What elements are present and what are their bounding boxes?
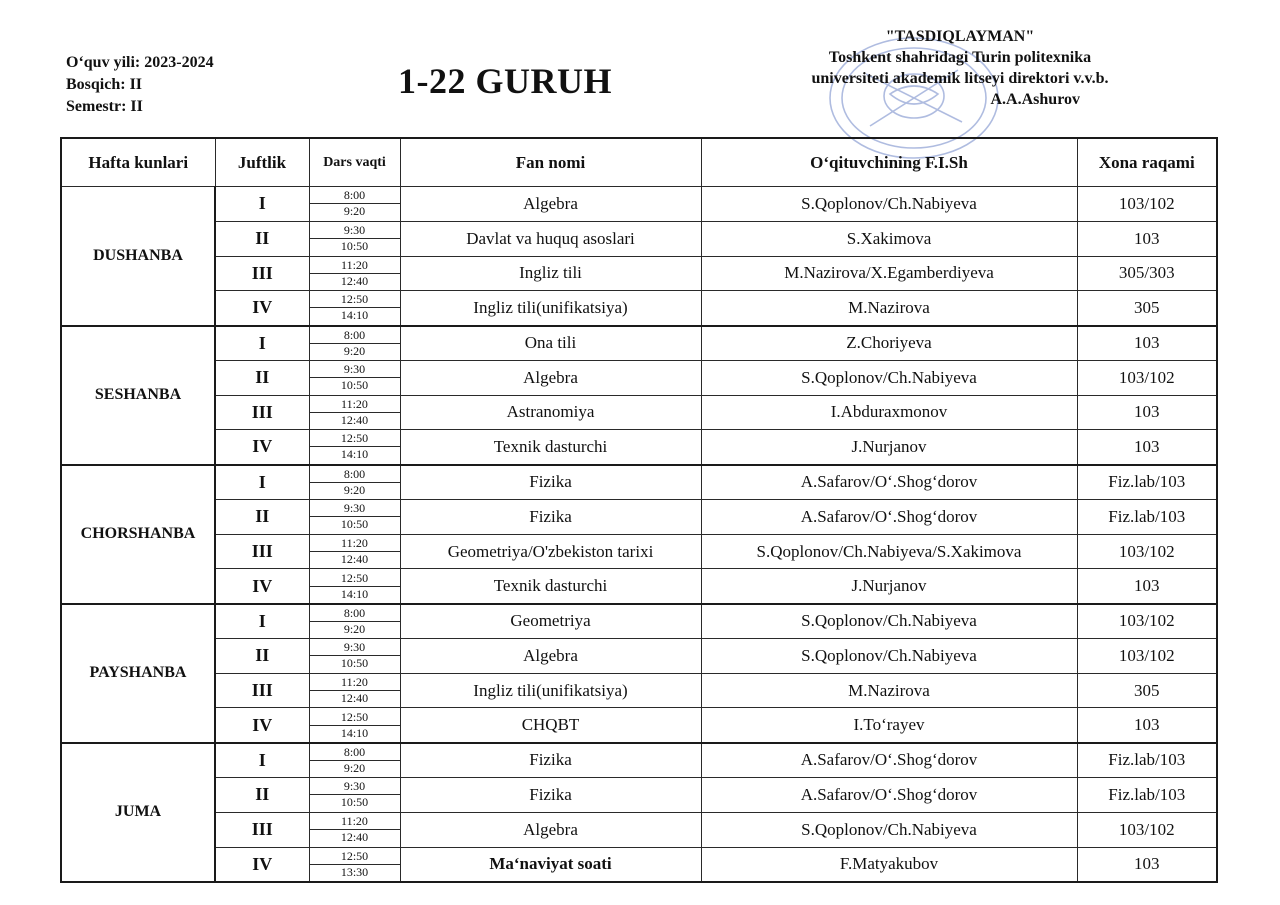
time-end: 12:40 <box>340 830 369 845</box>
schedule-row <box>61 465 1217 500</box>
teacher-name: A.Safarov/O‘.Shog‘dorov <box>701 743 1077 778</box>
pair-number: II <box>215 499 309 534</box>
pair-number: II <box>215 221 309 256</box>
time-start: 8:00 <box>310 606 400 622</box>
subject-name: Ma‘naviyat soati <box>400 847 701 882</box>
time-start: 8:00 <box>310 328 400 344</box>
time-start: 8:00 <box>310 745 400 761</box>
time-end: 9:20 <box>343 204 366 219</box>
approval-block <box>760 26 1160 110</box>
pair-number: I <box>215 326 309 361</box>
teacher-name: A.Safarov/O‘.Shog‘dorov <box>701 499 1077 534</box>
teacher-name: J.Nurjanov <box>701 569 1077 604</box>
pair-number: I <box>215 465 309 500</box>
teacher-name: J.Nurjanov <box>701 430 1077 465</box>
time-end: 14:10 <box>340 586 369 601</box>
time-start: 11:20 <box>310 397 400 413</box>
lesson-time <box>309 499 400 534</box>
pair-number: III <box>215 812 309 847</box>
time-end: 10:50 <box>340 795 369 810</box>
time-end: 12:40 <box>340 691 369 706</box>
day-name: PAYSHANBA <box>61 604 215 743</box>
subject-name: Geometriya/O'zbekiston tarixi <box>400 534 701 569</box>
pair-number: III <box>215 256 309 291</box>
schedule-row <box>61 291 1217 326</box>
teacher-name: M.Nazirova <box>701 673 1077 708</box>
pair-number: IV <box>215 708 309 743</box>
approval-title: "TASDIQLAYMAN" <box>885 28 1035 45</box>
header-room: Xona raqami <box>1077 138 1217 187</box>
header-teacher: O‘qituvchining F.I.Sh <box>701 138 1077 187</box>
schedule-row <box>61 256 1217 291</box>
time-end: 9:20 <box>343 343 366 358</box>
pair-number: IV <box>215 430 309 465</box>
schedule-row <box>61 847 1217 882</box>
day-name: DUSHANBA <box>61 187 215 326</box>
teacher-name: F.Matyakubov <box>701 847 1077 882</box>
teacher-name: I.To‘rayev <box>701 708 1077 743</box>
lesson-time <box>309 604 400 639</box>
teacher-name: M.Nazirova/X.Egamberdiyeva <box>701 256 1077 291</box>
time-start: 12:50 <box>310 849 400 865</box>
time-end: 13:30 <box>340 864 369 879</box>
schedule-row <box>61 221 1217 256</box>
subject-name: Texnik dasturchi <box>400 430 701 465</box>
room-number: 103/102 <box>1077 638 1217 673</box>
lesson-time <box>309 743 400 778</box>
schedule-row <box>61 743 1217 778</box>
room-number: 103 <box>1077 708 1217 743</box>
schedule-row <box>61 395 1217 430</box>
room-number: 103/102 <box>1077 534 1217 569</box>
pair-number: IV <box>215 291 309 326</box>
subject-name: Ingliz tili(unifikatsiya) <box>400 291 701 326</box>
teacher-name: I.Abduraxmonov <box>701 395 1077 430</box>
time-end: 14:10 <box>340 725 369 740</box>
document-meta <box>66 52 214 118</box>
pair-number: I <box>215 187 309 222</box>
time-start: 11:20 <box>310 675 400 691</box>
subject-name: Algebra <box>400 638 701 673</box>
time-end: 14:10 <box>340 308 369 323</box>
schedule-row <box>61 604 1217 639</box>
time-start: 8:00 <box>310 467 400 483</box>
approval-signer: A.A.Ashurov <box>990 91 1080 108</box>
academic-year: O‘quv yili: 2023-2024 <box>66 54 214 71</box>
header-pair: Juftlik <box>215 138 309 187</box>
time-end: 12:40 <box>340 273 369 288</box>
subject-name: Davlat va huquq asoslari <box>400 221 701 256</box>
time-start: 12:50 <box>310 431 400 447</box>
subject-name: Astranomiya <box>400 395 701 430</box>
schedule-row <box>61 360 1217 395</box>
schedule-row <box>61 778 1217 813</box>
lesson-time <box>309 708 400 743</box>
schedule-row <box>61 326 1217 361</box>
pair-number: II <box>215 360 309 395</box>
lesson-time <box>309 395 400 430</box>
teacher-name: S.Qoplonov/Ch.Nabiyeva/S.Xakimova <box>701 534 1077 569</box>
pair-number: I <box>215 743 309 778</box>
schedule-row <box>61 534 1217 569</box>
pair-number: IV <box>215 847 309 882</box>
time-start: 9:30 <box>310 779 400 795</box>
teacher-name: S.Qoplonov/Ch.Nabiyeva <box>701 604 1077 639</box>
lesson-time <box>309 673 400 708</box>
time-end: 9:20 <box>343 621 366 636</box>
lesson-time <box>309 465 400 500</box>
room-number: 103 <box>1077 221 1217 256</box>
lesson-time <box>309 187 400 222</box>
header-day: Hafta kunlari <box>61 138 215 187</box>
time-start: 9:30 <box>310 501 400 517</box>
lesson-time <box>309 256 400 291</box>
time-start: 9:30 <box>310 640 400 656</box>
lesson-time <box>309 291 400 326</box>
pair-number: II <box>215 778 309 813</box>
time-start: 12:50 <box>310 710 400 726</box>
approval-line-2: universiteti akademik litseyi direktori v.v.b. <box>811 70 1109 87</box>
time-end: 12:40 <box>340 412 369 427</box>
time-start: 11:20 <box>310 814 400 830</box>
time-end: 9:20 <box>343 482 366 497</box>
subject-name: Ingliz tili(unifikatsiya) <box>400 673 701 708</box>
room-number: 103 <box>1077 326 1217 361</box>
room-number: 103 <box>1077 430 1217 465</box>
day-name: CHORSHANBA <box>61 465 215 604</box>
room-number: 103 <box>1077 569 1217 604</box>
pair-number: I <box>215 604 309 639</box>
time-end: 10:50 <box>340 517 369 532</box>
teacher-name: S.Qoplonov/Ch.Nabiyeva <box>701 360 1077 395</box>
lesson-time <box>309 638 400 673</box>
teacher-name: S.Qoplonov/Ch.Nabiyeva <box>701 812 1077 847</box>
subject-name: Algebra <box>400 812 701 847</box>
subject-name: Algebra <box>400 360 701 395</box>
schedule-row <box>61 673 1217 708</box>
schedule-row <box>61 708 1217 743</box>
lesson-time <box>309 569 400 604</box>
semester: Semestr: II <box>66 98 143 115</box>
teacher-name: S.Qoplonov/Ch.Nabiyeva <box>701 638 1077 673</box>
room-number: 305 <box>1077 673 1217 708</box>
teacher-name: A.Safarov/O‘.Shog‘dorov <box>701 465 1077 500</box>
subject-name: Ingliz tili <box>400 256 701 291</box>
time-end: 10:50 <box>340 378 369 393</box>
time-end: 10:50 <box>340 239 369 254</box>
time-start: 9:30 <box>310 223 400 239</box>
teacher-name: S.Xakimova <box>701 221 1077 256</box>
subject-name: Fizika <box>400 743 701 778</box>
room-number: 103/102 <box>1077 604 1217 639</box>
time-start: 12:50 <box>310 571 400 587</box>
time-end: 12:40 <box>340 552 369 567</box>
time-start: 8:00 <box>310 188 400 204</box>
lesson-time <box>309 534 400 569</box>
room-number: 305 <box>1077 291 1217 326</box>
header-time: Dars vaqti <box>309 138 400 187</box>
lesson-time <box>309 812 400 847</box>
day-name: JUMA <box>61 743 215 882</box>
subject-name: Geometriya <box>400 604 701 639</box>
room-number: Fiz.lab/103 <box>1077 499 1217 534</box>
subject-name: Fizika <box>400 778 701 813</box>
lesson-time <box>309 430 400 465</box>
day-name: SESHANBA <box>61 326 215 465</box>
subject-name: Algebra <box>400 187 701 222</box>
header-row <box>61 138 1217 187</box>
teacher-name: Z.Choriyeva <box>701 326 1077 361</box>
lesson-time <box>309 778 400 813</box>
pair-number: II <box>215 638 309 673</box>
pair-number: III <box>215 673 309 708</box>
time-start: 11:20 <box>310 536 400 552</box>
lesson-time <box>309 360 400 395</box>
teacher-name: M.Nazirova <box>701 291 1077 326</box>
header-subject: Fan nomi <box>400 138 701 187</box>
schedule-row <box>61 499 1217 534</box>
stage: Bosqich: II <box>66 76 143 93</box>
subject-name: CHQBT <box>400 708 701 743</box>
group-title: 1-22 GURUH <box>398 61 612 101</box>
schedule-table <box>60 137 1218 883</box>
schedule-row <box>61 638 1217 673</box>
room-number: 103 <box>1077 847 1217 882</box>
room-number: Fiz.lab/103 <box>1077 743 1217 778</box>
time-end: 9:20 <box>343 760 366 775</box>
time-start: 12:50 <box>310 292 400 308</box>
time-start: 9:30 <box>310 362 400 378</box>
room-number: 103/102 <box>1077 187 1217 222</box>
time-start: 11:20 <box>310 258 400 274</box>
room-number: 103 <box>1077 395 1217 430</box>
subject-name: Fizika <box>400 499 701 534</box>
time-end: 10:50 <box>340 656 369 671</box>
schedule-row <box>61 187 1217 222</box>
lesson-time <box>309 326 400 361</box>
room-number: 103/102 <box>1077 812 1217 847</box>
subject-name: Ona tili <box>400 326 701 361</box>
room-number: 305/303 <box>1077 256 1217 291</box>
schedule-row <box>61 812 1217 847</box>
subject-name: Texnik dasturchi <box>400 569 701 604</box>
pair-number: III <box>215 534 309 569</box>
lesson-time <box>309 847 400 882</box>
pair-number: III <box>215 395 309 430</box>
teacher-name: S.Qoplonov/Ch.Nabiyeva <box>701 187 1077 222</box>
room-number: Fiz.lab/103 <box>1077 465 1217 500</box>
room-number: 103/102 <box>1077 360 1217 395</box>
schedule-row <box>61 569 1217 604</box>
room-number: Fiz.lab/103 <box>1077 778 1217 813</box>
pair-number: IV <box>215 569 309 604</box>
approval-line-1: Toshkent shahridagi Turin politexnika <box>828 49 1092 66</box>
lesson-time <box>309 221 400 256</box>
schedule-row <box>61 430 1217 465</box>
time-end: 14:10 <box>340 447 369 462</box>
teacher-name: A.Safarov/O‘.Shog‘dorov <box>701 778 1077 813</box>
subject-name: Fizika <box>400 465 701 500</box>
